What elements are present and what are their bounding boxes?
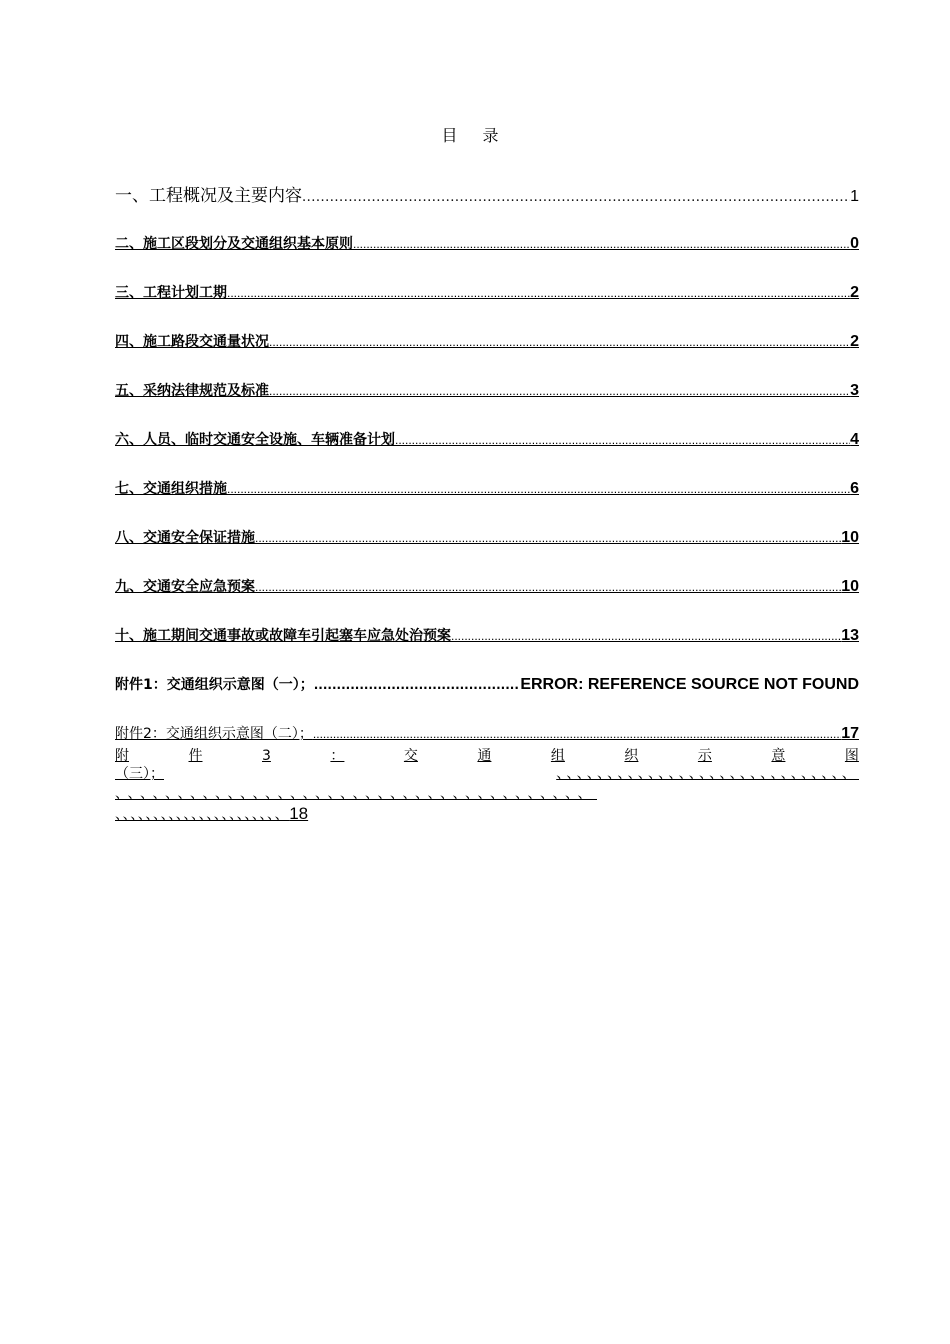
appendix-3-title-row [115,745,859,763]
appendix-3-char: 交 [403,748,418,764]
toc-leader-dots [227,482,850,496]
appendix-3-char: 意 [771,748,786,764]
toc-title: 目 录 [441,126,509,145]
toc-entry-page: 10 [841,529,859,546]
toc-leader-dots [313,727,841,741]
toc-entry-page: 2 [850,284,859,301]
appendix-3-leader: 、、、、、、、、、、、、、、、、、、、、、、 [115,807,290,823]
toc-entry-label: 十、施工期间交通事故或故障车引起塞车应急处治预案 [115,628,451,644]
toc-entry-label: 六、人员、临时交通安全设施、车辆准备计划 [115,432,395,448]
toc-entry-2[interactable] [115,233,859,253]
toc-entry-page: 0 [850,235,859,252]
toc-entry-8[interactable] [115,527,859,547]
toc-leader-dots [302,190,850,205]
appendix-3-char: 3 [262,748,271,764]
toc-leader-dots [314,678,521,692]
toc-entry-page: 4 [850,431,859,448]
appendix-3-char: 示 [697,748,712,764]
toc-entry-page: 13 [841,627,859,644]
toc-entry-label: 一、工程概况及主要内容 [115,186,302,206]
toc-entry-page: 2 [850,333,859,350]
toc-leader-dots [255,531,841,545]
toc-entry-page: 6 [850,480,859,497]
toc-entry-label: 附件1：交通组织示意图（一）； [115,677,314,693]
toc-leader-dots [269,335,850,349]
appendix-3-char: 件 [188,748,203,764]
appendix-3-row-3 [115,783,859,803]
appendix-3-subtitle: （三）； [115,766,164,782]
toc-entry-6[interactable] [115,429,859,449]
toc-entry-appendix-2[interactable] [115,723,859,743]
appendix-3-leader: 、、、、、、、、、、、、、、、、、、、、、、、、、、、、、 [556,766,859,782]
toc-entry-page: 17 [841,725,859,742]
toc-entry-appendix-3[interactable] [115,745,859,825]
toc-entry-page: ERROR: REFERENCE SOURCE NOT FOUND [520,676,859,693]
toc-entry-page: 1 [850,188,859,205]
toc-entry-appendix-1[interactable] [115,674,859,694]
appendix-3-leader: 、、、、、、、、、、、、、、、、、、、、、、、、、、、、、、、、、、、、、、 [115,786,597,802]
toc-leader-dots [395,433,850,447]
appendix-3-char: 组 [550,748,565,764]
toc-entry-label: 七、交通组织措施 [115,481,227,497]
toc-entry-page: 10 [841,578,859,595]
toc-entry-label: 八、交通安全保证措施 [115,530,255,546]
toc-entry-label: 二、施工区段划分及交通组织基本原则 [115,236,353,252]
appendix-3-char: ： [330,748,345,764]
toc-entry-label: 三、工程计划工期 [115,285,227,301]
toc-entry-4[interactable] [115,331,859,351]
appendix-3-char: 织 [624,748,639,764]
toc-entry-1[interactable] [115,181,859,206]
toc-entry-9[interactable] [115,576,859,596]
appendix-3-char: 附 [115,748,129,764]
appendix-3-char: 通 [477,748,492,764]
toc-entry-label: 附件2：交通组织示意图（二）； [115,726,313,742]
toc-entry-7[interactable] [115,478,859,498]
toc-entry-label: 九、交通安全应急预案 [115,579,255,595]
toc-entry-3[interactable] [115,282,859,302]
toc-entry-5[interactable] [115,380,859,400]
appendix-3-row-2 [115,763,859,783]
toc-entry-page: 18 [289,804,309,823]
toc-entry-10[interactable] [115,625,859,645]
toc-leader-dots [269,384,850,398]
toc-leader-dots [255,580,841,594]
toc-entry-label: 四、施工路段交通量状况 [115,334,269,350]
toc-leader-dots [353,237,850,251]
toc-entry-page: 3 [850,382,859,399]
toc-entry-label: 五、采纳法律规范及标准 [115,383,269,399]
appendix-3-char: 图 [844,748,859,764]
appendix-3-row-4 [115,803,859,825]
toc-leader-dots [227,286,850,300]
toc-leader-dots [451,629,841,643]
